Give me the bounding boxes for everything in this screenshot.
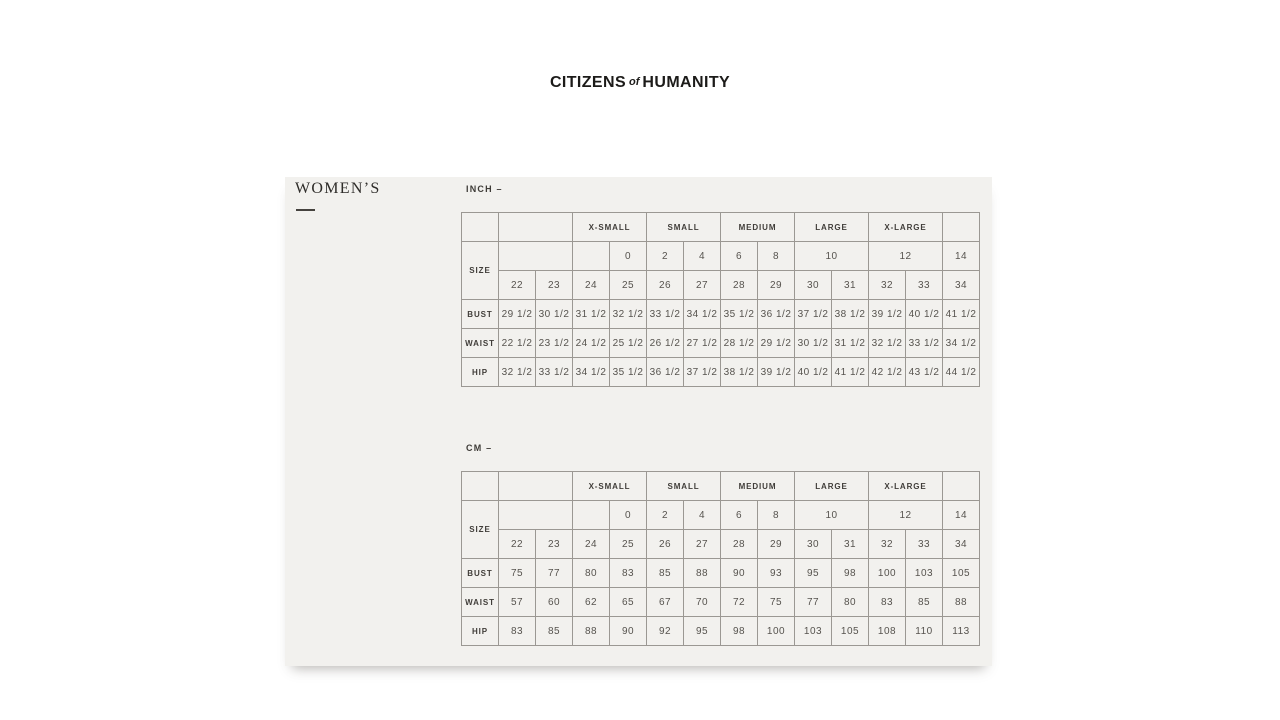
measurement-value-cell: 103: [795, 617, 832, 646]
inch-size-table-container: [461, 212, 980, 387]
group-header-cell: X-LARGE: [869, 213, 943, 242]
measurement-value-cell: 34 1/2: [943, 329, 980, 358]
measurement-value-cell: 88: [684, 559, 721, 588]
numeric-size-cell: 31: [832, 271, 869, 300]
measurement-value-cell: 90: [610, 617, 647, 646]
measurement-value-cell: 105: [943, 559, 980, 588]
cm-size-table: [461, 471, 980, 646]
inch-size-table: [461, 212, 980, 387]
measurement-value-cell: 40 1/2: [795, 358, 832, 387]
measurement-value-cell: 75: [758, 588, 795, 617]
measurement-value-cell: 103: [906, 559, 943, 588]
measurement-value-cell: 77: [795, 588, 832, 617]
measurement-value-cell: 33 1/2: [906, 329, 943, 358]
numeric-size-cell: 33: [906, 530, 943, 559]
numeric-size-cell: 25: [610, 271, 647, 300]
corner-cell: [462, 472, 499, 501]
numeric-size-cell: 27: [684, 271, 721, 300]
measurement-value-cell: 85: [906, 588, 943, 617]
spacer-cell: [499, 213, 573, 242]
numeric-size-cell: 26: [647, 530, 684, 559]
measurement-value-cell: 33 1/2: [536, 358, 573, 387]
inch-section-label: INCH –: [466, 184, 503, 194]
numeric-size-cell: 26: [647, 271, 684, 300]
measurement-value-cell: 88: [573, 617, 610, 646]
measurement-value-cell: 31 1/2: [573, 300, 610, 329]
us-size-cell: 0: [610, 242, 647, 271]
measurement-value-cell: 85: [647, 559, 684, 588]
group-header-cell: X-LARGE: [869, 472, 943, 501]
measurement-value-cell: 24 1/2: [573, 329, 610, 358]
measurement-value-cell: 31 1/2: [832, 329, 869, 358]
us-size-cell: 10: [795, 242, 869, 271]
cm-size-table-container: [461, 471, 980, 646]
group-header-cell: LARGE: [795, 213, 869, 242]
measurement-value-cell: 80: [832, 588, 869, 617]
measurement-value-cell: 98: [832, 559, 869, 588]
spacer-cell: [573, 501, 610, 530]
numeric-size-cell: 34: [943, 271, 980, 300]
size-row-label-cell: SIZE: [462, 501, 499, 559]
row-label-cell: HIP: [462, 617, 499, 646]
measurement-value-cell: 65: [610, 588, 647, 617]
us-size-cell: 0: [610, 501, 647, 530]
measurement-value-cell: 80: [573, 559, 610, 588]
logo-of: of: [629, 76, 640, 88]
measurement-value-cell: 83: [869, 588, 906, 617]
measurement-value-cell: 83: [499, 617, 536, 646]
measurement-value-cell: 95: [684, 617, 721, 646]
measurement-value-cell: 92: [647, 617, 684, 646]
row-label-cell: BUST: [462, 559, 499, 588]
measurement-value-cell: 70: [684, 588, 721, 617]
us-size-cell: 2: [647, 242, 684, 271]
us-size-cell: 8: [758, 501, 795, 530]
measurement-value-cell: 30 1/2: [536, 300, 573, 329]
spacer-cell: [573, 242, 610, 271]
measurement-value-cell: 110: [906, 617, 943, 646]
measurement-value-cell: 37 1/2: [684, 358, 721, 387]
measurement-value-cell: 105: [832, 617, 869, 646]
measurement-value-cell: 36 1/2: [758, 300, 795, 329]
numeric-size-cell: 30: [795, 271, 832, 300]
measurement-value-cell: 95: [795, 559, 832, 588]
measurement-value-cell: 83: [610, 559, 647, 588]
measurement-value-cell: 67: [647, 588, 684, 617]
group-header-cell: SMALL: [647, 213, 721, 242]
spacer-cell: [499, 242, 573, 271]
numeric-size-cell: 29: [758, 530, 795, 559]
measurement-value-cell: 29 1/2: [499, 300, 536, 329]
measurement-value-cell: 37 1/2: [795, 300, 832, 329]
numeric-size-cell: 30: [795, 530, 832, 559]
measurement-value-cell: 40 1/2: [906, 300, 943, 329]
us-size-cell: 4: [684, 501, 721, 530]
group-header-cell: MEDIUM: [721, 213, 795, 242]
us-size-cell: 14: [943, 501, 980, 530]
measurement-value-cell: 57: [499, 588, 536, 617]
measurement-value-cell: 62: [573, 588, 610, 617]
numeric-size-cell: 22: [499, 530, 536, 559]
measurement-value-cell: 32 1/2: [610, 300, 647, 329]
group-header-cell: MEDIUM: [721, 472, 795, 501]
numeric-size-cell: 29: [758, 271, 795, 300]
brand-logo[interactable]: [0, 74, 1280, 92]
numeric-size-cell: 33: [906, 271, 943, 300]
spacer-cell: [943, 213, 980, 242]
us-size-cell: 8: [758, 242, 795, 271]
measurement-value-cell: 29 1/2: [758, 329, 795, 358]
numeric-size-cell: 28: [721, 271, 758, 300]
numeric-size-cell: 28: [721, 530, 758, 559]
measurement-value-cell: 34 1/2: [684, 300, 721, 329]
measurement-value-cell: 93: [758, 559, 795, 588]
size-row-label-cell: SIZE: [462, 242, 499, 300]
measurement-value-cell: 77: [536, 559, 573, 588]
group-header-cell: X-SMALL: [573, 213, 647, 242]
measurement-value-cell: 100: [869, 559, 906, 588]
us-size-cell: 4: [684, 242, 721, 271]
spacer-cell: [943, 472, 980, 501]
numeric-size-cell: 32: [869, 530, 906, 559]
row-label-cell: WAIST: [462, 588, 499, 617]
size-guide-content: [461, 177, 992, 666]
measurement-value-cell: 88: [943, 588, 980, 617]
logo-humanity: HUMANITY: [642, 74, 731, 91]
measurement-value-cell: 23 1/2: [536, 329, 573, 358]
measurement-value-cell: 41 1/2: [832, 358, 869, 387]
measurement-value-cell: 98: [721, 617, 758, 646]
measurement-value-cell: 28 1/2: [721, 329, 758, 358]
measurement-value-cell: 34 1/2: [573, 358, 610, 387]
measurement-value-cell: 113: [943, 617, 980, 646]
active-section-indicator: [296, 209, 315, 211]
measurement-value-cell: 32 1/2: [499, 358, 536, 387]
us-size-cell: 12: [869, 501, 943, 530]
measurement-value-cell: 39 1/2: [869, 300, 906, 329]
measurement-value-cell: 25 1/2: [610, 329, 647, 358]
measurement-value-cell: 100: [758, 617, 795, 646]
measurement-value-cell: 108: [869, 617, 906, 646]
measurement-value-cell: 35 1/2: [721, 300, 758, 329]
measurement-value-cell: 42 1/2: [869, 358, 906, 387]
us-size-cell: 10: [795, 501, 869, 530]
measurement-value-cell: 43 1/2: [906, 358, 943, 387]
numeric-size-cell: 27: [684, 530, 721, 559]
group-header-cell: X-SMALL: [573, 472, 647, 501]
row-label-cell: HIP: [462, 358, 499, 387]
numeric-size-cell: 32: [869, 271, 906, 300]
measurement-value-cell: 39 1/2: [758, 358, 795, 387]
us-size-cell: 14: [943, 242, 980, 271]
row-label-cell: BUST: [462, 300, 499, 329]
us-size-cell: 2: [647, 501, 684, 530]
spacer-cell: [499, 501, 573, 530]
size-guide-panel: [285, 177, 992, 666]
numeric-size-cell: 23: [536, 530, 573, 559]
measurement-value-cell: 60: [536, 588, 573, 617]
measurement-value-cell: 90: [721, 559, 758, 588]
measurement-value-cell: 27 1/2: [684, 329, 721, 358]
measurement-value-cell: 75: [499, 559, 536, 588]
measurement-value-cell: 41 1/2: [943, 300, 980, 329]
numeric-size-cell: 31: [832, 530, 869, 559]
cm-section-label: CM –: [466, 443, 493, 453]
group-header-cell: LARGE: [795, 472, 869, 501]
measurement-value-cell: 30 1/2: [795, 329, 832, 358]
numeric-size-cell: 25: [610, 530, 647, 559]
measurement-value-cell: 85: [536, 617, 573, 646]
numeric-size-cell: 23: [536, 271, 573, 300]
sidebar-item-womens[interactable]: WOMEN’S: [295, 180, 381, 197]
spacer-cell: [499, 472, 573, 501]
numeric-size-cell: 24: [573, 271, 610, 300]
measurement-value-cell: 38 1/2: [832, 300, 869, 329]
numeric-size-cell: 34: [943, 530, 980, 559]
group-header-cell: SMALL: [647, 472, 721, 501]
logo-citizens: CITIZENS: [549, 74, 627, 91]
measurement-value-cell: 44 1/2: [943, 358, 980, 387]
numeric-size-cell: 24: [573, 530, 610, 559]
corner-cell: [462, 213, 499, 242]
us-size-cell: 6: [721, 242, 758, 271]
row-label-cell: WAIST: [462, 329, 499, 358]
us-size-cell: 12: [869, 242, 943, 271]
measurement-value-cell: 36 1/2: [647, 358, 684, 387]
measurement-value-cell: 22 1/2: [499, 329, 536, 358]
measurement-value-cell: 33 1/2: [647, 300, 684, 329]
measurement-value-cell: 32 1/2: [869, 329, 906, 358]
measurement-value-cell: 72: [721, 588, 758, 617]
us-size-cell: 6: [721, 501, 758, 530]
measurement-value-cell: 26 1/2: [647, 329, 684, 358]
measurement-value-cell: 35 1/2: [610, 358, 647, 387]
measurement-value-cell: 38 1/2: [721, 358, 758, 387]
numeric-size-cell: 22: [499, 271, 536, 300]
